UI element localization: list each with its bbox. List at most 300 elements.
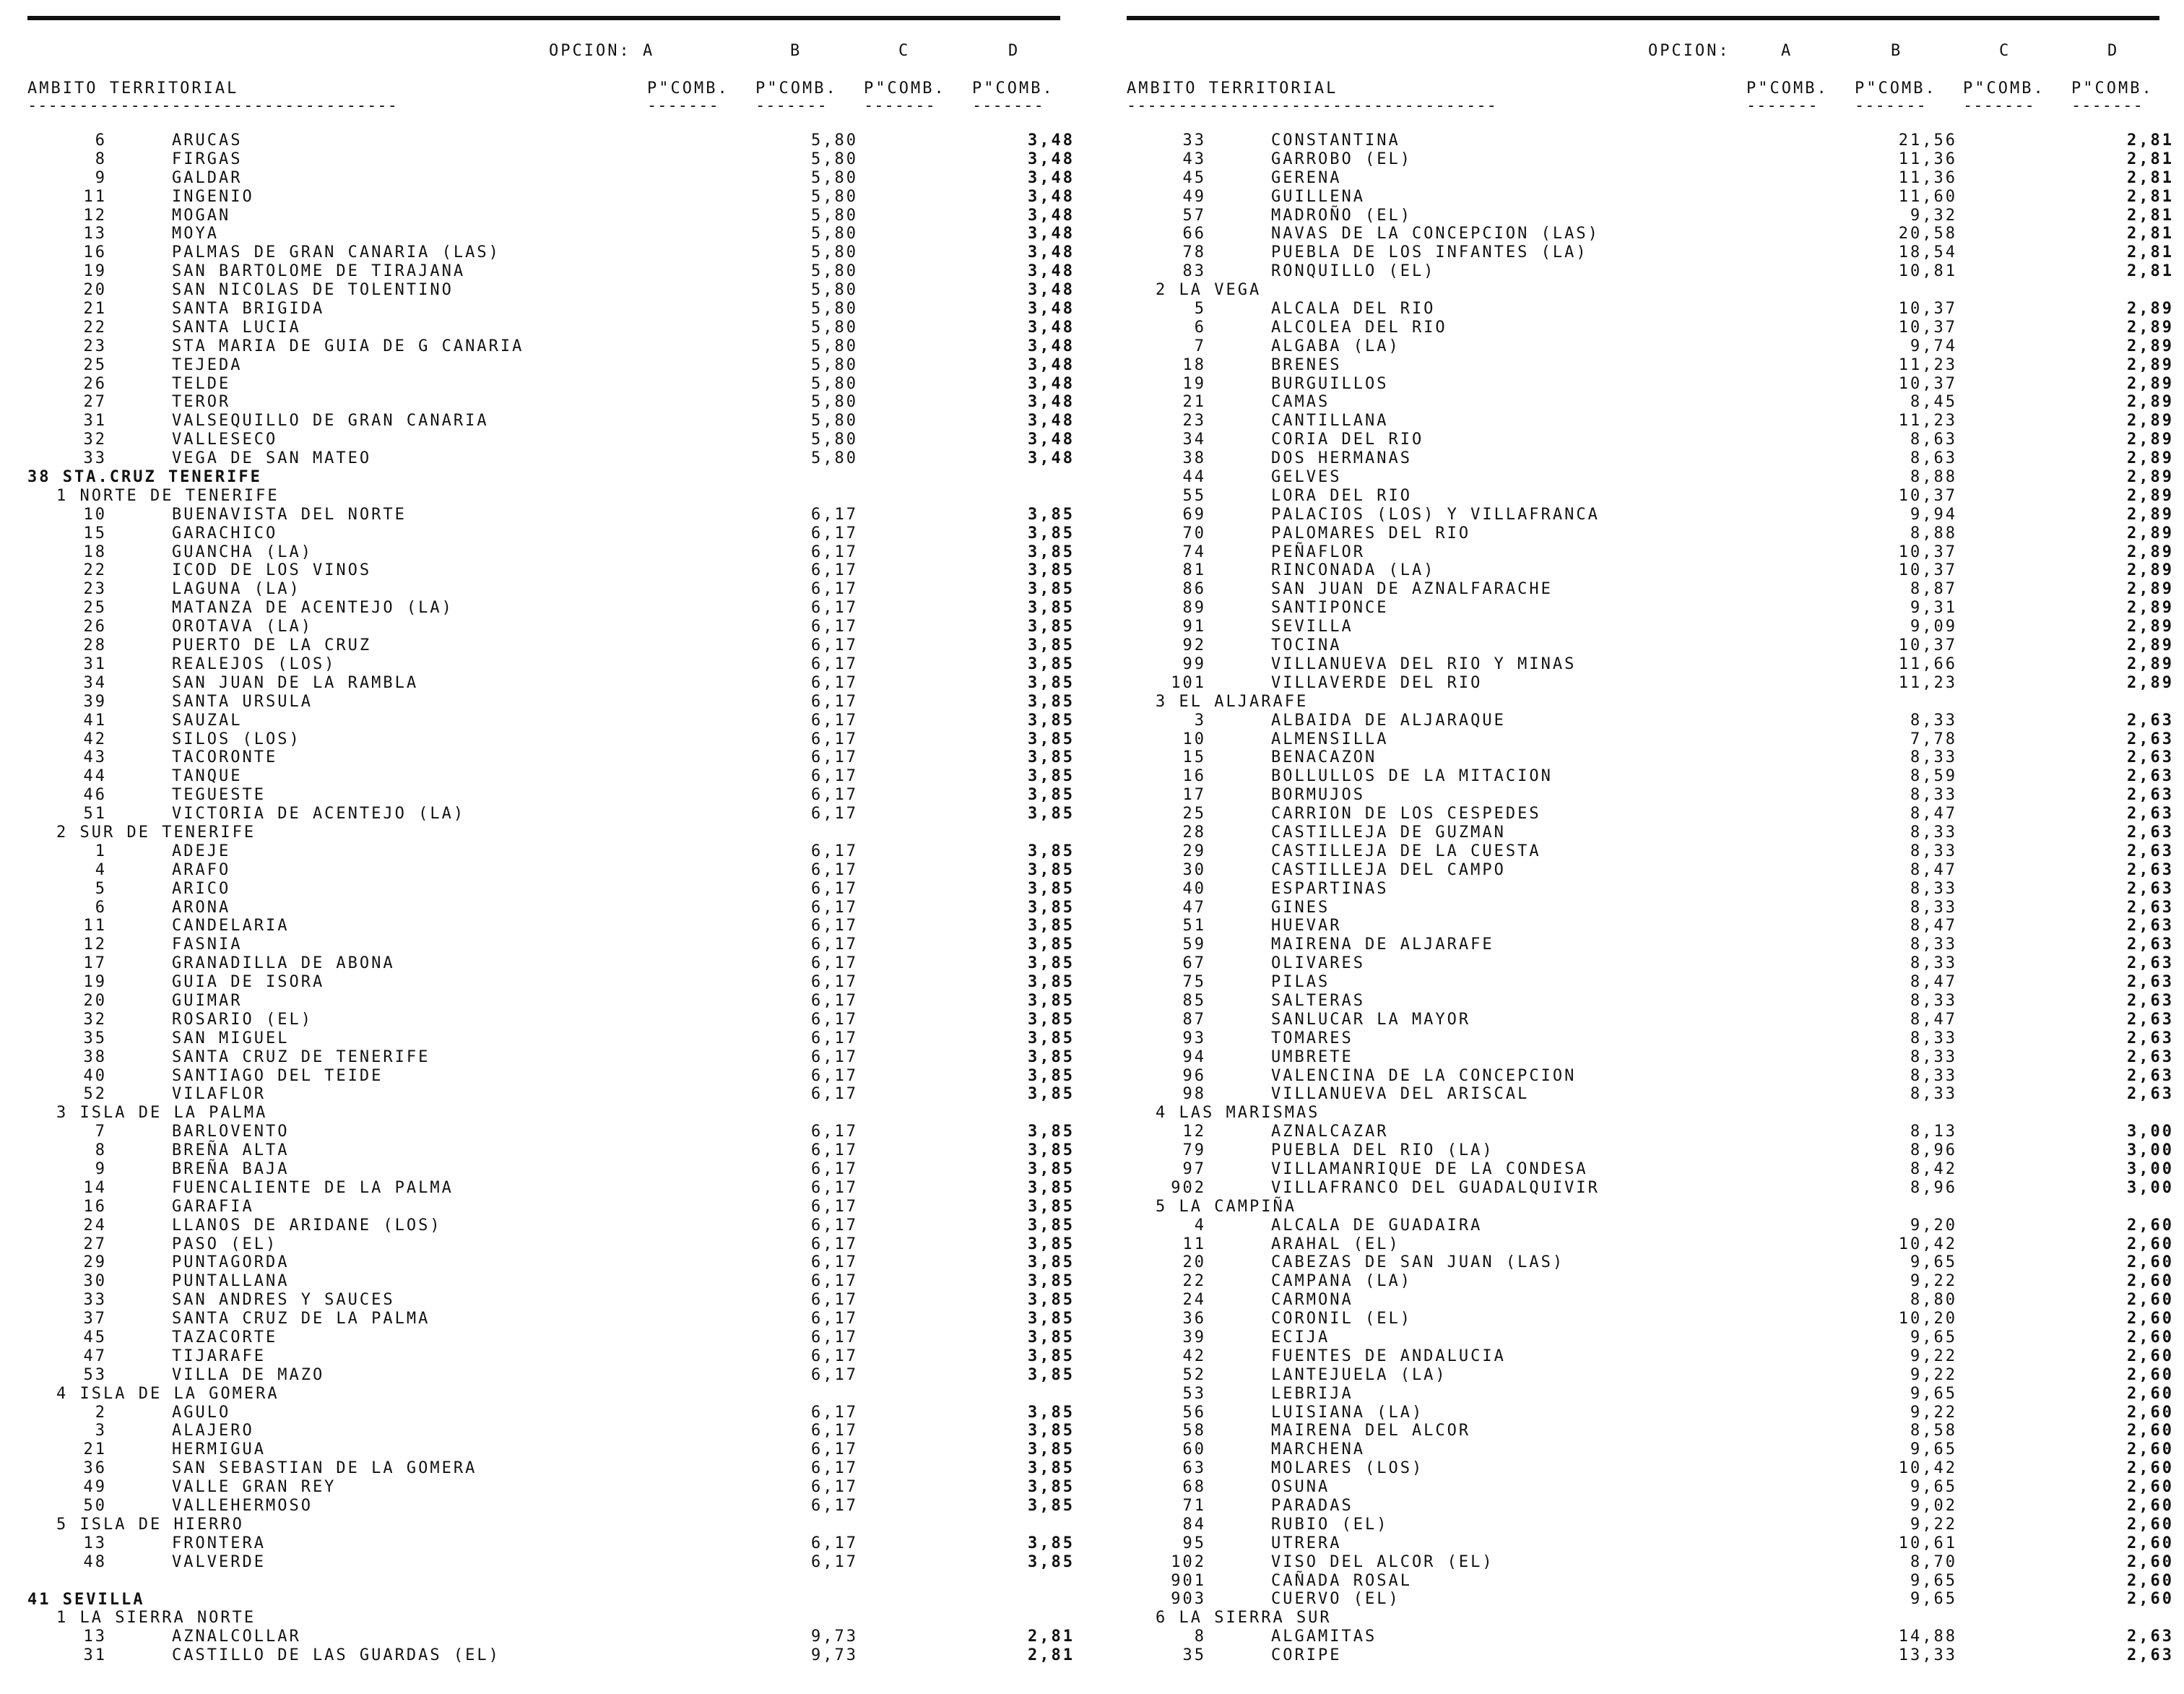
district-label: 3 ISLA DE LA PALMA [56, 1104, 268, 1123]
value-d: 2,60 [2127, 1253, 2174, 1272]
municipality-code: 34 [83, 673, 107, 692]
municipality-code: 67 [1182, 954, 1206, 973]
value-d: 3,85 [1028, 1253, 1075, 1272]
municipality-name: ALCALA DE GUADAIRA [1271, 1216, 1483, 1235]
district-label: 4 LAS MARISMAS [1156, 1104, 1320, 1123]
value-d: 2,60 [2127, 1403, 2174, 1422]
table-row [1127, 524, 2181, 543]
municipality-code: 53 [83, 1365, 107, 1384]
right-table [1127, 131, 2181, 1665]
value-b: 8,88 [1910, 524, 1957, 543]
table-row [1127, 1328, 2181, 1347]
table-row [1127, 1048, 2181, 1067]
value-d: 2,60 [2127, 1515, 2174, 1534]
right-page [1127, 0, 2184, 1694]
value-d: 3,85 [1028, 954, 1075, 973]
municipality-name: SAN ANDRES Y SAUCES [172, 1291, 395, 1310]
value-d: 3,85 [1028, 748, 1075, 767]
table-row [27, 131, 1082, 150]
municipality-name: GUANCHA (LA) [172, 543, 313, 561]
value-b: 9,02 [1910, 1497, 1957, 1516]
municipality-code: 16 [83, 1197, 107, 1216]
value-d: 2,81 [1028, 1628, 1075, 1646]
municipality-code: 5 [95, 879, 107, 898]
value-b: 11,60 [1898, 187, 1957, 206]
municipality-name: TOCINA [1271, 636, 1342, 655]
table-row [1127, 1141, 2181, 1160]
table-row [1127, 375, 2181, 394]
value-b: 8,47 [1910, 917, 1957, 935]
value-d: 2,89 [2127, 393, 2174, 412]
value-b: 10,42 [1898, 1459, 1957, 1478]
table-row [27, 1253, 1082, 1272]
table-row [27, 262, 1082, 281]
value-d: 3,85 [1028, 580, 1075, 599]
municipality-name: TEGUESTE [172, 786, 266, 805]
table-row [27, 1067, 1082, 1086]
municipality-code: 51 [1182, 917, 1206, 935]
municipality-name: PUERTO DE LA CRUZ [172, 636, 372, 655]
municipality-code: 10 [83, 505, 107, 524]
value-d: 3,48 [1028, 243, 1075, 262]
municipality-name: SAN NICOLAS DE TOLENTINO [172, 281, 454, 300]
municipality-name: ALCALA DEL RIO [1271, 300, 1436, 319]
value-d: 3,85 [1028, 1552, 1075, 1571]
value-b: 9,32 [1910, 206, 1957, 225]
table-row [1127, 449, 2181, 468]
table-row [1127, 655, 2181, 674]
table-row [27, 1310, 1082, 1328]
value-d: 2,63 [2127, 1029, 2174, 1047]
municipality-name: BORMUJOS [1271, 786, 1365, 805]
value-b: 8,33 [1910, 954, 1957, 973]
table-row [27, 1646, 1082, 1665]
municipality-code: 4 [1194, 1216, 1206, 1235]
value-d: 3,85 [1028, 860, 1075, 879]
value-b: 8,63 [1910, 449, 1957, 468]
table-row [27, 674, 1082, 693]
table-row [27, 1217, 1082, 1235]
municipality-code: 81 [1182, 561, 1206, 580]
municipality-name: TANQUE [172, 767, 243, 786]
value-d: 3,48 [1028, 225, 1075, 243]
option-d: D [1008, 42, 1020, 60]
value-d: 3,48 [1028, 300, 1075, 319]
value-d: 3,85 [1028, 1422, 1075, 1440]
table-row [27, 150, 1082, 169]
value-d: 3,85 [1028, 543, 1075, 561]
value-d: 3,48 [1028, 131, 1075, 150]
value-b: 20,58 [1898, 225, 1957, 243]
municipality-name: TIJARAFE [172, 1347, 266, 1365]
value-b: 8,33 [1910, 786, 1957, 805]
district-row [1127, 1198, 2181, 1217]
value-b: 9,20 [1910, 1216, 1957, 1235]
value-d: 2,63 [2127, 973, 2174, 992]
municipality-code: 36 [83, 1459, 107, 1478]
value-b: 6,17 [811, 561, 858, 580]
table-row [27, 319, 1082, 337]
table-row [27, 375, 1082, 394]
municipality-name: CAMAS [1271, 393, 1330, 412]
table-row [27, 618, 1082, 636]
municipality-code: 25 [83, 599, 107, 618]
col-b-underline: ------- [755, 97, 828, 114]
municipality-code: 21 [83, 1440, 107, 1459]
value-d: 3,85 [1028, 991, 1075, 1010]
table-row [1127, 599, 2181, 618]
value-d: 2,89 [2127, 543, 2174, 561]
province-label: 41 SEVILLA [27, 1590, 145, 1609]
municipality-name: PUNTALLANA [172, 1272, 290, 1291]
municipality-code: 17 [1182, 786, 1206, 805]
value-d: 3,48 [1028, 318, 1075, 337]
value-d: 3,85 [1028, 805, 1075, 824]
table-row [27, 730, 1082, 749]
value-d: 2,60 [2127, 1272, 2174, 1291]
value-d: 3,85 [1028, 618, 1075, 636]
col-a-underline: ------- [647, 97, 719, 114]
municipality-code: 902 [1171, 1178, 1206, 1197]
table-row [1127, 880, 2181, 899]
table-row [1127, 786, 2181, 805]
value-d: 2,81 [2127, 150, 2174, 168]
value-d: 3,48 [1028, 150, 1075, 168]
value-d: 3,00 [2127, 1123, 2174, 1141]
value-b: 8,58 [1910, 1422, 1957, 1440]
municipality-name: AZNALCAZAR [1271, 1123, 1389, 1141]
municipality-name: HUEVAR [1271, 917, 1342, 935]
municipality-name: VILLANUEVA DEL RIO Y MINAS [1271, 654, 1577, 673]
value-b: 6,17 [811, 1310, 858, 1328]
value-d: 3,85 [1028, 1159, 1075, 1178]
value-b: 5,80 [811, 337, 858, 355]
municipality-name: GUIA DE ISORA [172, 973, 325, 992]
value-d: 2,89 [2127, 599, 2174, 618]
table-row [1127, 973, 2181, 992]
table-row [1127, 262, 2181, 281]
value-b: 6,17 [811, 786, 858, 805]
value-d: 2,89 [2127, 654, 2174, 673]
municipality-name: TACORONTE [172, 748, 278, 767]
table-row [1127, 300, 2181, 319]
municipality-name: ALGABA (LA) [1271, 337, 1400, 355]
value-d: 3,85 [1028, 1440, 1075, 1459]
municipality-name: MOYA [172, 225, 219, 243]
municipality-code: 13 [83, 1534, 107, 1552]
opcion-label: OPCION: [1648, 42, 1730, 60]
value-b: 6,17 [811, 1440, 858, 1459]
municipality-name: SANTA URSULA [172, 692, 313, 711]
municipality-name: GUIMAR [172, 991, 243, 1010]
value-b: 11,66 [1898, 654, 1957, 673]
table-row [1127, 1572, 2181, 1591]
municipality-name: VEGA DE SAN MATEO [172, 449, 372, 468]
table-row [1127, 1160, 2181, 1179]
value-d: 3,85 [1028, 1141, 1075, 1160]
municipality-name: HERMIGUA [172, 1440, 266, 1459]
municipality-code: 93 [1182, 1029, 1206, 1047]
value-d: 3,85 [1028, 1497, 1075, 1516]
municipality-name: ADEJE [172, 842, 231, 860]
municipality-code: 32 [83, 431, 107, 449]
value-d: 2,89 [2127, 374, 2174, 393]
blank-row [27, 1572, 1082, 1591]
table-row [1127, 1516, 2181, 1534]
value-d: 2,60 [2127, 1422, 2174, 1440]
district-row [1127, 1609, 2181, 1628]
municipality-code: 12 [83, 935, 107, 954]
value-d: 3,48 [1028, 449, 1075, 468]
value-b: 6,17 [811, 842, 858, 860]
value-b: 5,80 [811, 281, 858, 300]
value-b: 6,17 [811, 692, 858, 711]
value-d: 2,60 [2127, 1478, 2174, 1497]
municipality-code: 3 [95, 1422, 107, 1440]
municipality-name: ARICO [172, 879, 231, 898]
municipality-name: CARRION DE LOS CESPEDES [1271, 805, 1541, 824]
value-d: 2,60 [2127, 1459, 2174, 1478]
table-row [1127, 561, 2181, 580]
municipality-name: VILLAVERDE DEL RIO [1271, 673, 1483, 692]
value-b: 8,33 [1910, 879, 1957, 898]
value-d: 2,89 [2127, 561, 2174, 580]
table-row [27, 561, 1082, 580]
table-row [1127, 954, 2181, 973]
table-row [27, 207, 1082, 225]
value-d: 3,85 [1028, 692, 1075, 711]
municipality-name: VALENCINA DE LA CONCEPCION [1271, 1066, 1577, 1085]
value-d: 3,85 [1028, 1123, 1075, 1141]
value-d: 2,63 [2127, 1047, 2174, 1066]
municipality-code: 6 [1194, 318, 1206, 337]
value-d: 3,85 [1028, 1197, 1075, 1216]
value-d: 3,85 [1028, 1178, 1075, 1197]
municipality-name: AZNALCOLLAR [172, 1628, 301, 1646]
table-row [27, 1553, 1082, 1572]
value-d: 3,48 [1028, 206, 1075, 225]
top-rule [1127, 16, 2159, 20]
value-b: 9,65 [1910, 1253, 1957, 1272]
municipality-name: DOS HERMANAS [1271, 449, 1412, 468]
province-row [27, 1591, 1082, 1609]
ambito-label: AMBITO TERRITORIAL [27, 79, 239, 98]
value-d: 2,60 [2127, 1216, 2174, 1235]
value-d: 3,48 [1028, 168, 1075, 187]
value-b: 14,88 [1898, 1628, 1957, 1646]
value-d: 2,63 [2127, 730, 2174, 748]
municipality-name: ARONA [172, 898, 231, 917]
table-row [27, 1179, 1082, 1198]
municipality-name: PALMAS DE GRAN CANARIA (LAS) [172, 243, 500, 262]
municipality-name: ESPARTINAS [1271, 879, 1389, 898]
municipality-code: 42 [1182, 1347, 1206, 1365]
table-row [1127, 207, 2181, 225]
col-b-label: P"COMB. [755, 79, 838, 98]
municipality-name: TEJEDA [172, 355, 243, 374]
value-d: 3,85 [1028, 561, 1075, 580]
value-d: 2,60 [2127, 1291, 2174, 1310]
value-d: 3,85 [1028, 842, 1075, 860]
municipality-name: ALAJERO [172, 1422, 254, 1440]
municipality-name: VISO DEL ALCOR (EL) [1271, 1552, 1494, 1571]
table-row [1127, 1253, 2181, 1272]
value-d: 2,63 [2127, 711, 2174, 730]
table-row [1127, 1497, 2181, 1516]
opcion-label: OPCION: [549, 42, 631, 60]
table-row [27, 580, 1082, 599]
municipality-name: MATANZA DE ACENTEJO (LA) [172, 599, 454, 618]
municipality-code: 20 [1182, 1253, 1206, 1272]
table-row [27, 973, 1082, 992]
municipality-code: 68 [1182, 1478, 1206, 1497]
table-row [1127, 543, 2181, 562]
municipality-code: 41 [83, 711, 107, 730]
municipality-name: SANLUCAR LA MAYOR [1271, 1010, 1471, 1029]
value-d: 2,89 [2127, 673, 2174, 692]
municipality-code: 29 [83, 1253, 107, 1272]
municipality-code: 74 [1182, 543, 1206, 561]
municipality-name: BARLOVENTO [172, 1123, 290, 1141]
municipality-code: 78 [1182, 243, 1206, 262]
value-b: 5,80 [811, 150, 858, 168]
municipality-code: 60 [1182, 1440, 1206, 1459]
municipality-code: 22 [83, 561, 107, 580]
value-d: 3,85 [1028, 1291, 1075, 1310]
value-b: 6,17 [811, 1497, 858, 1516]
table-row [1127, 1590, 2181, 1609]
value-b: 21,56 [1898, 131, 1957, 150]
municipality-code: 7 [95, 1123, 107, 1141]
municipality-name: VALLE GRAN REY [172, 1478, 337, 1497]
municipality-name: SANTA CRUZ DE LA PALMA [172, 1310, 430, 1328]
municipality-code: 87 [1182, 1010, 1206, 1029]
value-b: 5,80 [811, 412, 858, 431]
municipality-name: CASTILLEJA DE LA CUESTA [1271, 842, 1541, 860]
municipality-code: 28 [1182, 823, 1206, 842]
value-b: 10,37 [1898, 543, 1957, 561]
municipality-code: 20 [83, 991, 107, 1010]
value-d: 3,85 [1028, 1047, 1075, 1066]
value-d: 2,89 [2127, 412, 2174, 431]
value-d: 2,81 [2127, 187, 2174, 206]
value-b: 6,17 [811, 748, 858, 767]
district-label: 5 LA CAMPIÑA [1156, 1197, 1296, 1216]
value-b: 11,23 [1898, 412, 1957, 431]
value-b: 6,17 [811, 505, 858, 524]
municipality-code: 45 [83, 1328, 107, 1347]
municipality-code: 9 [95, 1159, 107, 1178]
value-b: 9,22 [1910, 1515, 1957, 1534]
municipality-name: PALACIOS (LOS) Y VILLAFRANCA [1271, 505, 1600, 524]
municipality-name: ARAHAL (EL) [1271, 1235, 1400, 1253]
province-row [27, 468, 1082, 487]
municipality-name: CAMPANA (LA) [1271, 1272, 1412, 1291]
value-b: 8,33 [1910, 1047, 1957, 1066]
municipality-name: CANTILLANA [1271, 412, 1389, 431]
table-row [1127, 935, 2181, 954]
municipality-code: 3 [1194, 711, 1206, 730]
value-b: 10,81 [1898, 262, 1957, 281]
municipality-code: 22 [83, 318, 107, 337]
municipality-name: LUISIANA (LA) [1271, 1403, 1424, 1422]
value-b: 6,17 [811, 1178, 858, 1197]
municipality-code: 36 [1182, 1310, 1206, 1328]
municipality-code: 24 [83, 1216, 107, 1235]
value-d: 2,60 [2127, 1497, 2174, 1516]
municipality-code: 9 [95, 168, 107, 187]
value-d: 3,48 [1028, 412, 1075, 431]
municipality-code: 25 [83, 355, 107, 374]
municipality-name: SAN BARTOLOME DE TIRAJANA [172, 262, 466, 281]
table-row [27, 1011, 1082, 1029]
value-b: 6,17 [811, 1159, 858, 1178]
municipality-name: CABEZAS DE SAN JUAN (LAS) [1271, 1253, 1565, 1272]
municipality-code: 14 [83, 1178, 107, 1197]
table-row [27, 599, 1082, 618]
district-row [1127, 281, 2181, 300]
value-b: 8,47 [1910, 805, 1957, 824]
table-row [1127, 412, 2181, 431]
municipality-name: AGULO [172, 1403, 231, 1422]
municipality-code: 40 [1182, 879, 1206, 898]
value-d: 2,89 [2127, 618, 2174, 636]
value-d: 3,85 [1028, 673, 1075, 692]
municipality-code: 903 [1171, 1590, 1206, 1609]
table-row [1127, 150, 2181, 169]
municipality-name: SAN JUAN DE AZNALFARACHE [1271, 580, 1553, 599]
municipality-code: 19 [83, 262, 107, 281]
option-c: C [898, 42, 911, 60]
municipality-code: 33 [83, 1291, 107, 1310]
table-row [27, 842, 1082, 861]
municipality-name: BREÑA BAJA [172, 1159, 290, 1178]
municipality-name: LANTEJUELA (LA) [1271, 1365, 1447, 1384]
municipality-name: MADROÑO (EL) [1271, 206, 1412, 225]
table-row [1127, 824, 2181, 842]
value-d: 2,60 [2127, 1235, 2174, 1253]
table-row [27, 1440, 1082, 1459]
value-b: 7,78 [1910, 730, 1957, 748]
table-row [1127, 861, 2181, 880]
district-row [27, 824, 1082, 842]
value-d: 2,89 [2127, 524, 2174, 543]
municipality-code: 30 [1182, 860, 1206, 879]
table-row [1127, 1067, 2181, 1086]
value-b: 5,80 [811, 300, 858, 319]
value-b: 6,17 [811, 991, 858, 1010]
value-b: 8,33 [1910, 935, 1957, 954]
table-row [27, 992, 1082, 1011]
table-row [27, 861, 1082, 880]
value-b: 8,42 [1910, 1159, 1957, 1178]
table-row [27, 243, 1082, 262]
municipality-name: BURGUILLOS [1271, 374, 1389, 393]
municipality-code: 47 [83, 1347, 107, 1365]
left-table [27, 131, 1082, 1665]
municipality-name: CASTILLEJA DEL CAMPO [1271, 860, 1506, 879]
value-d: 2,63 [2127, 898, 2174, 917]
value-b: 10,37 [1898, 300, 1957, 319]
value-b: 6,17 [811, 580, 858, 599]
table-row [27, 935, 1082, 954]
municipality-code: 40 [83, 1066, 107, 1085]
municipality-name: LLANOS DE ARIDANE (LOS) [172, 1216, 442, 1235]
table-row [1127, 1029, 2181, 1048]
municipality-name: NAVAS DE LA CONCEPCION (LAS) [1271, 225, 1600, 243]
value-d: 2,81 [2127, 131, 2174, 150]
municipality-name: VALVERDE [172, 1552, 266, 1571]
